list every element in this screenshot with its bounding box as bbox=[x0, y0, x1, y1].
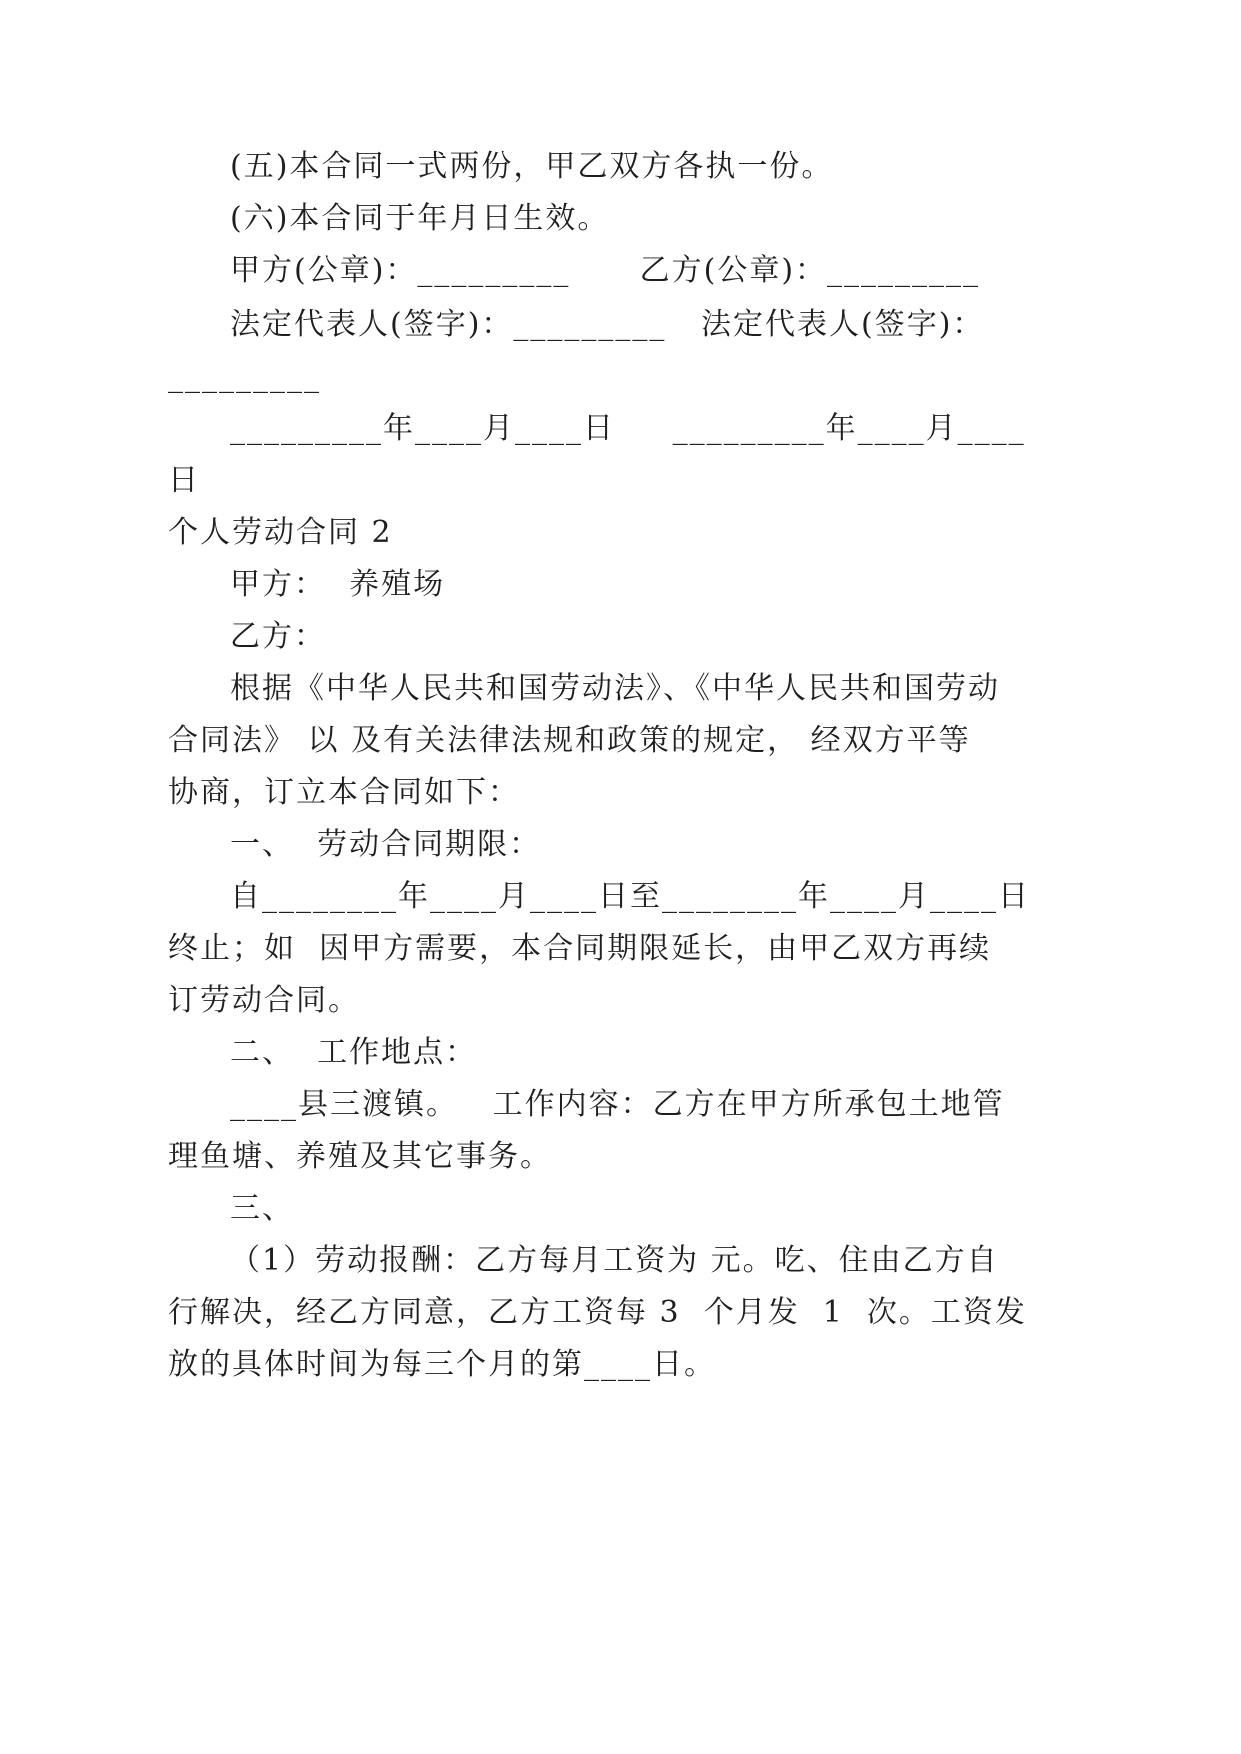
representative-signature-blank: _________ bbox=[168, 359, 321, 394]
date-line: _________年____月____日 _________年____月____ bbox=[230, 411, 1026, 446]
term-line-3: 订劳动合同。 bbox=[168, 983, 360, 1018]
section-three-heading: 三、 bbox=[230, 1191, 294, 1226]
party-seal-line: 甲方(公章)：_________ 乙方(公章)：_________ bbox=[230, 253, 981, 288]
pay-line-3: 放的具体时间为每三个月的第____日。 bbox=[168, 1347, 716, 1382]
representative-signature-line: 法定代表人(签字)：_________ 法定代表人(签字)： bbox=[230, 307, 985, 342]
pay-line-2: 行解决，经乙方同意，乙方工资每 3 个月发 1 次。工资发 bbox=[168, 1295, 1027, 1330]
pay-line-1: （1）劳动报酬：乙方每月工资为 元。吃、住由乙方自 bbox=[230, 1243, 999, 1278]
preamble-line-2: 合同法》 以 及有关法律法规和政策的规定， 经双方平等 bbox=[168, 723, 971, 758]
section-two-heading: 二、 工作地点： bbox=[230, 1035, 478, 1070]
term-line-2: 终止；如 因甲方需要，本合同期限延长，由甲乙双方再续 bbox=[168, 931, 992, 966]
date-line-end: 日 bbox=[168, 463, 200, 498]
section-one-heading: 一、 劳动合同期限： bbox=[230, 827, 542, 862]
party-b: 乙方： bbox=[230, 619, 326, 654]
term-line-1: 自________年____月____日至________年____月____日 bbox=[230, 879, 1030, 914]
party-a: 甲方： 养殖场 bbox=[230, 567, 446, 602]
clause-five: (五)本合同一式两份，甲乙双方各执一份。 bbox=[230, 149, 834, 184]
preamble-line-1: 根据《中华人民共和国劳动法》、《中华人民共和国劳动 bbox=[230, 671, 1000, 706]
clause-six: (六)本合同于年月日生效。 bbox=[230, 201, 610, 236]
contract-title: 个人劳动合同 2 bbox=[168, 515, 393, 550]
workplace-line-1: ____县三渡镇。 工作内容：乙方在甲方所承包土地管 bbox=[230, 1087, 1005, 1122]
workplace-line-2: 理鱼塘、养殖及其它事务。 bbox=[168, 1139, 552, 1174]
preamble-line-3: 协商，订立本合同如下： bbox=[168, 775, 520, 810]
